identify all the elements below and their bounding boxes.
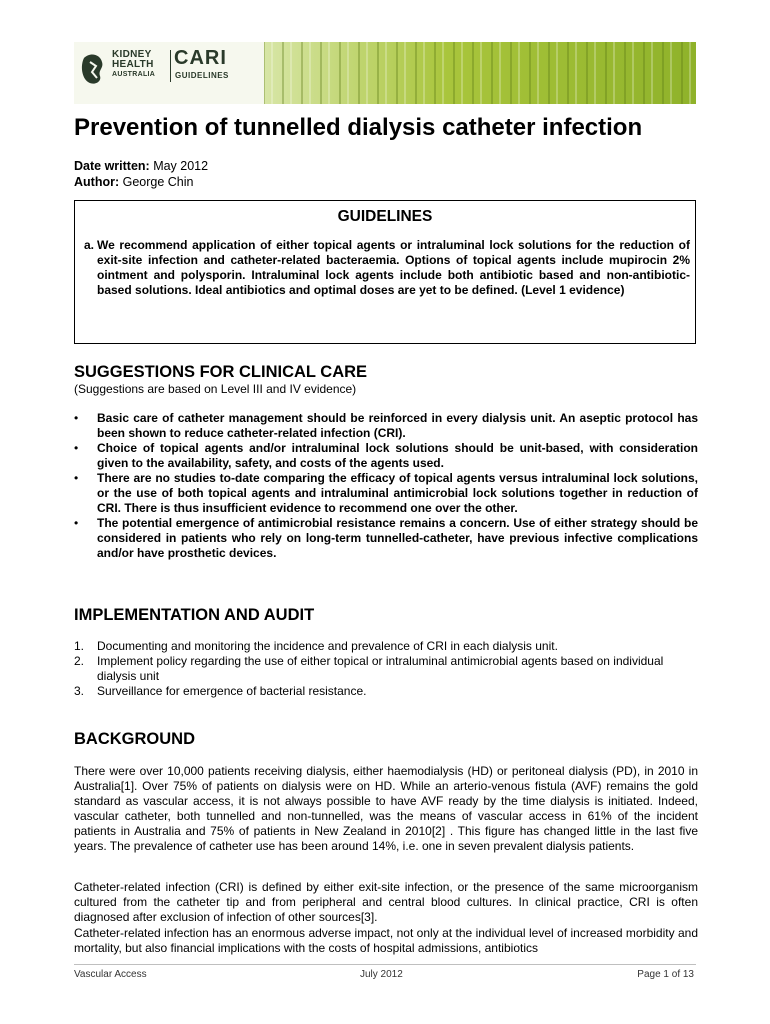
logo-line3: AUSTRALIA bbox=[112, 71, 156, 78]
list-item bbox=[74, 441, 698, 471]
bullet-icon: • bbox=[74, 516, 79, 530]
background-paragraph: Catheter-related infection (CRI) is defined by either exit-site infection, or the presence of the same microorganism cultured from the catheter tip and from peripheral and central blood cultures. In clinical practice, CRI is often diagnosed after exclusion of infection of other sources[3]. bbox=[74, 880, 698, 924]
guideline-item-label: a. bbox=[84, 238, 95, 252]
document-meta bbox=[74, 158, 208, 190]
list-item-text: Implement policy regarding the use of either topical or intraluminal antimicrobial agents based on individual dialysis unit bbox=[97, 654, 664, 683]
bullet-icon: • bbox=[74, 411, 79, 425]
guideline-item-text: We recommend application of either topical agents or intraluminal lock solutions for the reduction of exit-site infection and catheter-related bacteraemia. Options of topical agents include mupirocin 2% ointment and polysporin. Intraluminal lock agents include both antibiotic based and non-antibiotic-based solutions. Ideal antibiotics and optimal doses are yet to be defined. (Level 1 evidence) bbox=[97, 238, 690, 297]
implementation-list bbox=[74, 639, 698, 699]
list-item bbox=[74, 639, 698, 654]
author-row bbox=[74, 174, 208, 190]
logo bbox=[74, 42, 264, 104]
list-item bbox=[74, 654, 698, 684]
footer-date: July 2012 bbox=[360, 969, 403, 980]
footer-divider bbox=[74, 964, 696, 965]
kidney-logo-icon bbox=[80, 52, 108, 86]
page-title: Prevention of tunnelled dialysis catheter infection bbox=[74, 114, 643, 141]
list-item-number: 1. bbox=[74, 639, 85, 653]
date-row bbox=[74, 158, 208, 174]
date-label: Date written: bbox=[74, 159, 150, 173]
list-item-number: 3. bbox=[74, 684, 85, 698]
author-value: George Chin bbox=[122, 175, 194, 189]
author-label: Author: bbox=[74, 175, 120, 189]
guideline-item bbox=[84, 238, 690, 298]
list-item-text: Surveillance for emergence of bacterial resistance. bbox=[97, 684, 367, 698]
banner-pattern bbox=[254, 42, 696, 104]
suggestions-heading: SUGGESTIONS FOR CLINICAL CARE bbox=[74, 363, 368, 381]
logo-divider bbox=[170, 50, 171, 82]
background-heading: BACKGROUND bbox=[74, 730, 195, 748]
background-paragraph: Catheter-related infection has an enormous adverse impact, not only at the individual level of increased morbidity and mortality, but also financial implications with the costs of hospital admissions, antibiotics bbox=[74, 926, 698, 955]
logo-line1: KIDNEY bbox=[112, 49, 152, 60]
background-paragraph: There were over 10,000 patients receiving dialysis, either haemodialysis (HD) or peritoneal dialysis (PD), in 2010 in Australia[1]. Over 75% of patients on dialysis were on HD. While an arterio-venous fistula (AVF) remains the gold standard as vascular access, it is not always possible to have AVF ready by the time dialysis is initiated. Indeed, vascular catheter, both tunnelled and non-tunnelled, was the means of vascular access in 61% of the incident patients in Australia and 75% of patients in New Zealand in 2010[2] . This figure has changed little in the last five years. The prevalence of catheter use has been around 14%, i.e. one in seven prevalent dialysis patients. bbox=[74, 764, 698, 853]
list-item-text: The potential emergence of antimicrobial resistance remains a concern. Use of either strategy should be considered in patients who rely on long-term tunnelled-catheter, have previous infective complications and/or have prosthetic devices. bbox=[97, 516, 698, 560]
guidelines-wordmark: GUIDELINES bbox=[175, 71, 229, 80]
bullet-icon: • bbox=[74, 471, 79, 485]
header-banner bbox=[74, 42, 696, 104]
guidelines-heading: GUIDELINES bbox=[337, 208, 433, 225]
cari-wordmark: CARI bbox=[174, 47, 227, 69]
logo-line2: HEALTH bbox=[112, 59, 154, 70]
list-item bbox=[74, 411, 698, 441]
footer-page-number: Page 1 of 13 bbox=[637, 969, 694, 980]
list-item bbox=[74, 471, 698, 516]
footer-section: Vascular Access bbox=[74, 969, 147, 980]
bullet-icon: • bbox=[74, 441, 79, 455]
list-item-text: Basic care of catheter management should be reinforced in every dialysis unit. An aseptic protocol has been shown to reduce catheter-related infection (CRI). bbox=[97, 411, 698, 440]
list-item-text: Choice of topical agents and/or intraluminal lock solutions should be unit-based, with consideration given to the availability, safety, and costs of the agents used. bbox=[97, 441, 698, 470]
list-item-text: There are no studies to-date comparing the efficacy of topical agents versus intraluminal lock solutions, or the use of both topical agents and intraluminal antimicrobial lock solutions together in reduction of CRI. There is thus insufficient evidence to recommend one over the other. bbox=[97, 471, 698, 515]
guidelines-box bbox=[74, 200, 696, 344]
list-item-number: 2. bbox=[74, 654, 85, 668]
list-item bbox=[74, 684, 698, 699]
list-item-text: Documenting and monitoring the incidence and prevalence of CRI in each dialysis unit. bbox=[97, 639, 558, 653]
list-item bbox=[74, 516, 698, 561]
date-value: May 2012 bbox=[153, 159, 209, 173]
implementation-heading: IMPLEMENTATION AND AUDIT bbox=[74, 606, 315, 624]
kidney-health-wordmark bbox=[112, 50, 155, 80]
suggestions-list bbox=[74, 411, 698, 561]
suggestions-subheading: (Suggestions are based on Level III and IV evidence) bbox=[74, 382, 357, 396]
